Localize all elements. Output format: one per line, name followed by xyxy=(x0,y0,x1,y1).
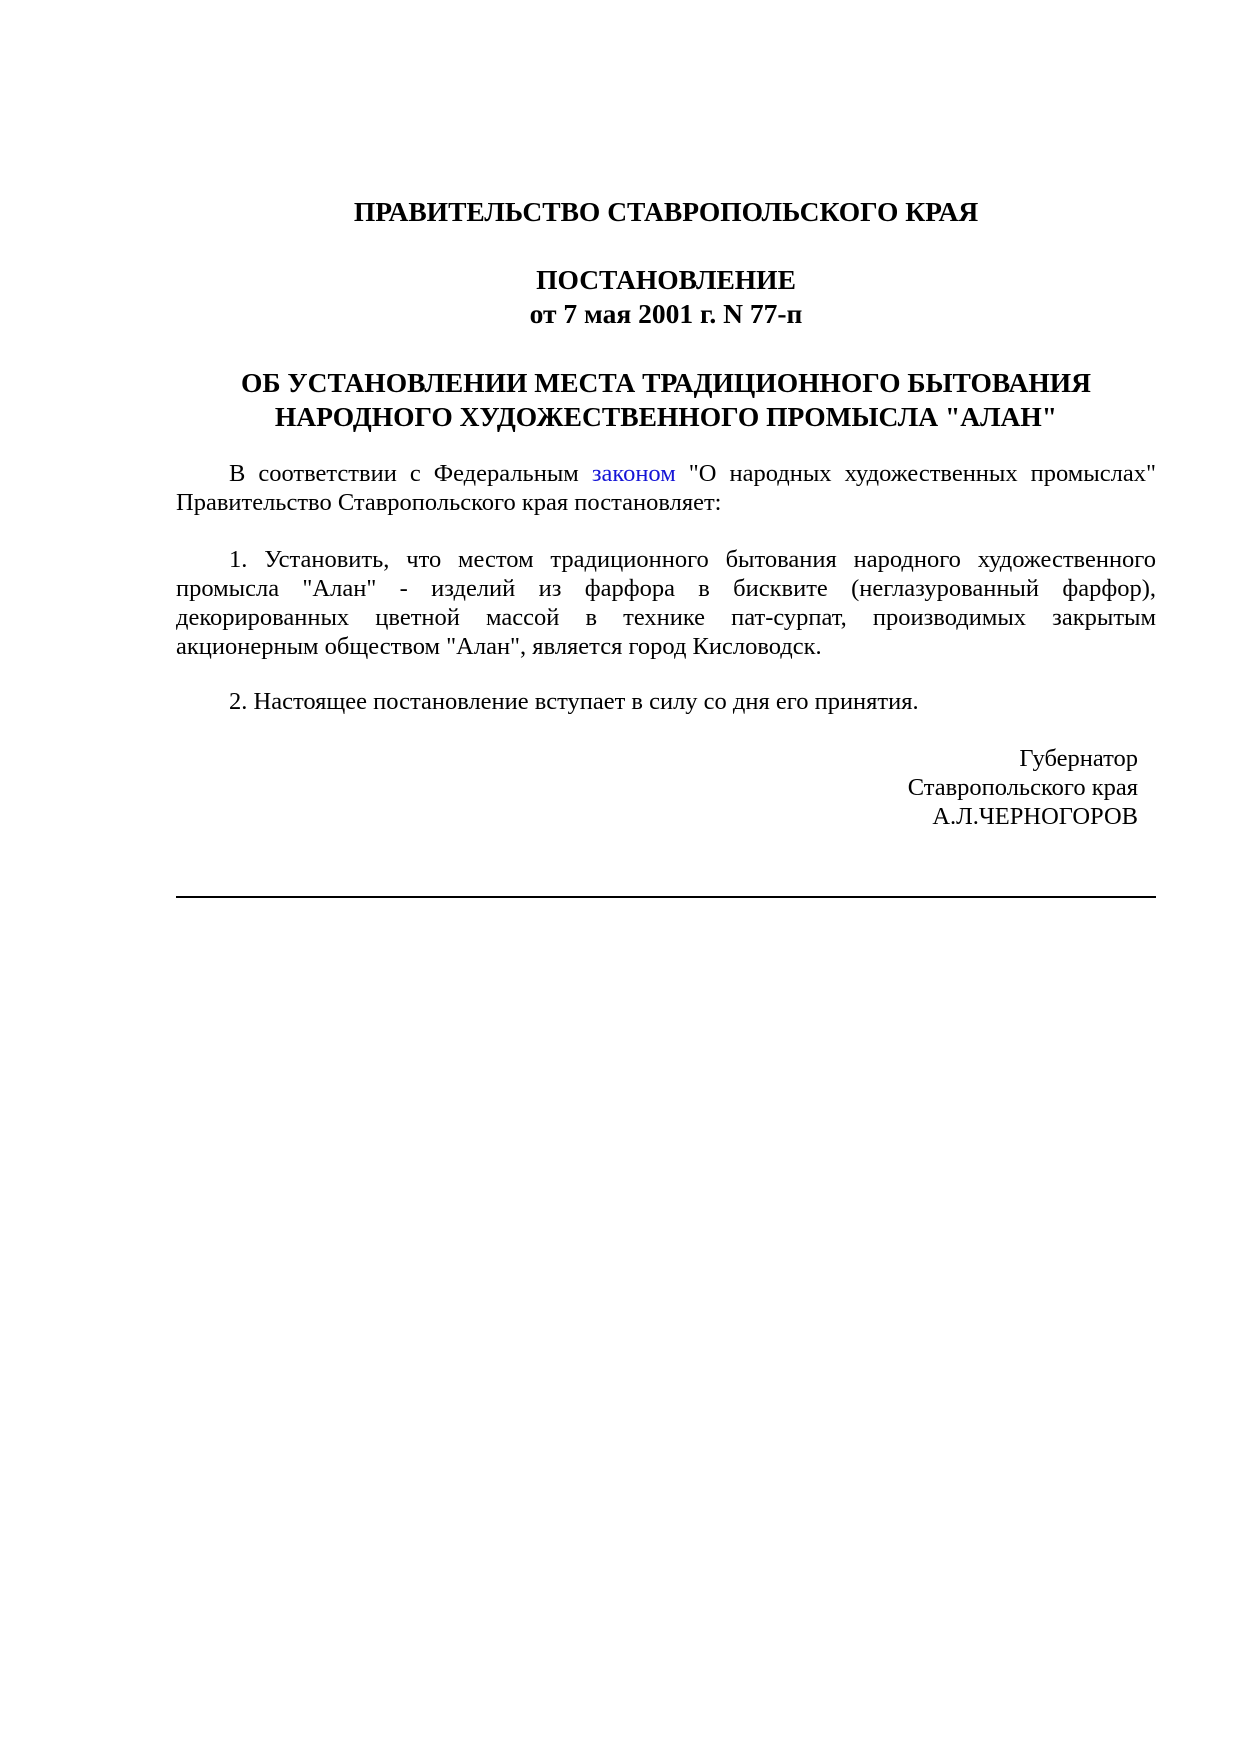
document-type: ПОСТАНОВЛЕНИЕ xyxy=(536,264,796,295)
intro-text-before-link: В соответствии с Федеральным xyxy=(229,460,592,487)
signatory-region: Ставропольского края xyxy=(907,774,1138,801)
intro-text-after-link: "О народных художественных промыслах" Правительство Ставропольского края постановляет: xyxy=(176,460,1156,516)
document-date: от 7 мая 2001 г. N 77-п xyxy=(529,298,803,329)
document-title-line-2: НАРОДНОГО ХУДОЖЕСТВЕННОГО ПРОМЫСЛА "АЛАН" xyxy=(274,401,1058,432)
government-heading: ПРАВИТЕЛЬСТВО СТАВРОПОЛЬСКОГО КРАЯ xyxy=(353,196,979,227)
signature-block xyxy=(908,744,1138,831)
signatory-name: А.Л.ЧЕРНОГОРОВ xyxy=(932,803,1138,830)
federal-law-link[interactable]: законом xyxy=(591,460,676,487)
horizontal-divider xyxy=(176,896,1156,898)
document-title-line-1: ОБ УСТАНОВЛЕНИИ МЕСТА ТРАДИЦИОННОГО БЫТОВАНИЯ xyxy=(240,367,1092,398)
signatory-position: Губернатор xyxy=(1019,745,1138,772)
document-title xyxy=(176,366,1156,434)
resolution-item-1: 1. Установить, что местом традиционного бытования народного художественного промысла "Алан" - изделий из фарфора в бисквите (неглазурованный фарфор), декорированных цветной массой в технике пат-сурпат, производимых закрытым акционерным обществом "Алан", является город Кисловодск. xyxy=(176,546,1156,660)
document-page xyxy=(176,0,1156,1754)
resolution-item-2: 2. Настоящее постановление вступает в силу со дня его принятия. xyxy=(229,688,919,715)
intro-paragraph xyxy=(176,459,1156,517)
